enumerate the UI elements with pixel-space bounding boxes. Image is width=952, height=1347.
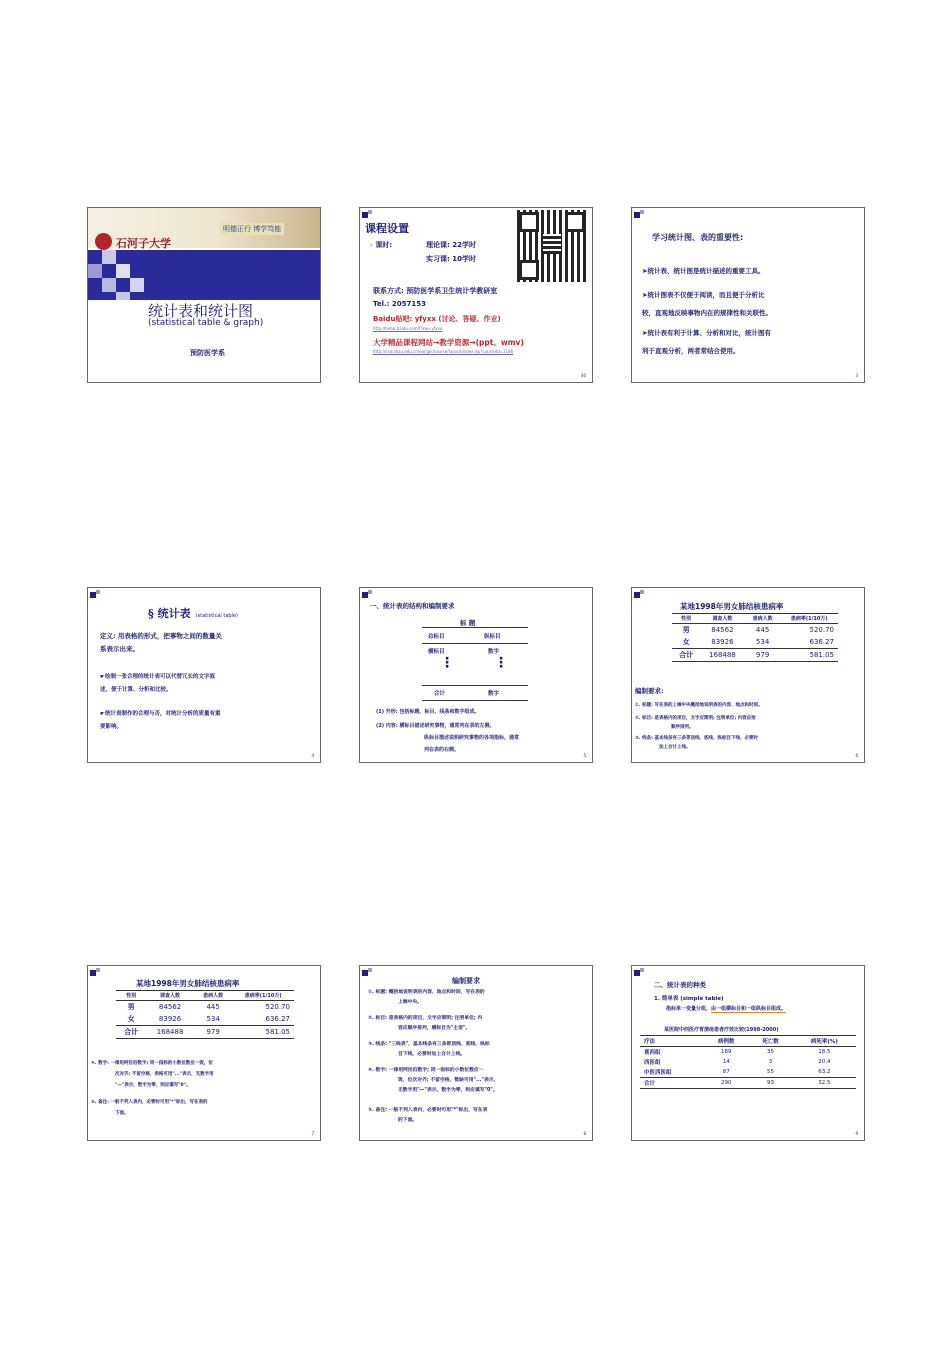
page-number: 5	[583, 753, 586, 758]
req-title: ①. 标题: 概括地说明表的内容、地点和时间，写在表的 上端中央。	[368, 990, 485, 1005]
table-header-row	[672, 614, 838, 624]
header-cell: 性别	[126, 993, 137, 999]
header-cell: 死亡数	[762, 1039, 779, 1045]
vertical-dots-right: ⋮	[494, 655, 508, 671]
table-row	[640, 1078, 856, 1089]
note-4: 列在表的右侧。	[424, 747, 460, 753]
table-cell: 男	[127, 1003, 135, 1011]
table-title: 某医院中西医疗胃溃疡患者疗效比较(1998-2000)	[664, 1027, 779, 1033]
table-cell: 979	[206, 1028, 220, 1036]
header-rule	[422, 643, 528, 644]
table-cell: 636.27	[809, 638, 834, 646]
note-2: (2) 内容: 横标目描述研究事物，通常列在表的左侧。	[376, 723, 495, 729]
importance-point-1: ➤统计表、统计图是统计描述的重要工具。	[642, 267, 765, 275]
tb-table	[672, 613, 838, 662]
table-cell: 636.27	[265, 1015, 290, 1023]
table-row	[116, 1026, 294, 1039]
course-site-line: 大学精品课程网站→教学资源→(ppt、wmv)	[373, 338, 524, 347]
table-row	[640, 1067, 856, 1078]
header-cell: 患病率(1/10万)	[790, 616, 828, 622]
page-number: 8	[583, 1131, 586, 1136]
total-rule	[422, 685, 528, 686]
slide-9-table-types	[631, 965, 865, 1141]
table-cell: 445	[755, 626, 770, 634]
course-site-link[interactable]: http://cnd.shzu.edu.cn/eol/jpk/course/layout/index.jsp?courseId=1186	[373, 349, 514, 354]
table-cell: 喜西组	[644, 1050, 661, 1056]
page-number: 9	[855, 1131, 858, 1136]
structure-diagram	[422, 627, 528, 701]
slide-7-numbers-notes	[87, 965, 321, 1141]
table-cell: 581.05	[265, 1028, 290, 1036]
table-cell: 男	[682, 626, 690, 634]
vertical-dots-left: ⋮	[440, 655, 454, 671]
table-cell: 35	[767, 1049, 775, 1055]
table-row	[640, 1057, 856, 1067]
table-cell: 445	[206, 1003, 220, 1011]
theory-hours: 理论课: 22学时	[426, 241, 476, 249]
banner-motto: 明德正行 博学笃能	[220, 223, 284, 235]
corner-decoration-icon	[362, 210, 374, 220]
stub-heading: 总标目	[428, 634, 445, 640]
page-number: 40	[580, 373, 586, 378]
column-heading: 纵标目	[484, 634, 501, 640]
importance-point-2: ➤统计图表不仅便于阅读，而且便于分析比 较，直观地反映事物内在的规律性和关联性。	[642, 291, 772, 317]
slide-6-example-table	[631, 587, 865, 763]
table-cell: 84562	[711, 626, 734, 634]
header-cell: 患病率(1/10万)	[244, 993, 282, 999]
header-cell: 性别	[681, 616, 692, 622]
arrow-bullet-icon: ➤	[642, 291, 648, 299]
importance-title: 学习统计图、表的重要性:	[652, 233, 744, 242]
page-number: 6	[855, 753, 858, 758]
table-cell: 581.05	[809, 651, 834, 659]
baidu-line: Baidu贴吧: yfyxx (讨论、答疑、作业)	[373, 315, 501, 323]
qr-code	[517, 210, 587, 282]
table-cell: 93	[767, 1080, 775, 1086]
table-caption-label: 标 题	[460, 619, 476, 627]
table-title: 某地1998年男女肺结核患病率	[680, 602, 784, 611]
efficacy-table	[640, 1035, 856, 1089]
slide-4-statistical-table	[87, 587, 321, 763]
course-heading: 课程设置	[365, 222, 409, 235]
table-cell: 534	[206, 1015, 220, 1023]
slide-1-cover	[87, 207, 321, 383]
table-cell: 14	[722, 1059, 730, 1065]
corner-decoration-icon	[362, 968, 374, 978]
table-cell: 32.5	[818, 1080, 831, 1086]
table-cell: 84562	[158, 1003, 182, 1011]
slide-3-importance	[631, 207, 865, 383]
corner-decoration-icon	[90, 590, 102, 600]
requirements-title: 编制要求	[452, 977, 480, 985]
cover-title: 统计表和统计图	[148, 302, 254, 320]
total-label: 合计	[434, 691, 446, 697]
row-heading: 横标目	[428, 649, 445, 655]
table-cell: 55	[767, 1069, 775, 1075]
table-title: 某地1998年男女肺结核患病率	[136, 979, 240, 988]
slide-8-requirements	[359, 965, 593, 1141]
simple-table-heading: 1. 简单表 (simple table)	[654, 996, 724, 1002]
notes-rule: ⑤. 备注: 一般不列入表内，必要时可用"*"标出，写在表的 下面。	[91, 1100, 208, 1116]
table-cell: 168488	[709, 651, 736, 659]
corner-decoration-icon	[634, 590, 646, 600]
table-row	[640, 1047, 856, 1058]
numbers-rule: ④. 数字: 一律用阿拉伯数字; 同一指标的小数位数应一致，位 次对齐; 不留空格，表格可用"..."表示，无数字用 "—"表示，数字为零，则应填写"0"。	[91, 1061, 214, 1088]
table-row	[672, 649, 838, 662]
corner-decoration-icon	[634, 968, 646, 978]
page-number: 3	[855, 373, 858, 378]
table-cell: 83926	[711, 638, 734, 646]
header-cell: 疗法	[644, 1039, 656, 1045]
cover-department: 预防医学系	[190, 349, 225, 357]
university-name: 石河子大学	[116, 237, 171, 250]
point-1: ☛绘制一张合理的统计表可以代替冗长的文字叙 述，便于计算、分析和比较。	[100, 674, 215, 693]
table-cell: 63.2	[818, 1069, 831, 1075]
header-cell: 调查人数	[712, 616, 733, 622]
table-row	[116, 1013, 294, 1026]
baidu-link[interactable]: http://tieba.baidu.com/f?kw=yfyxx	[373, 326, 443, 331]
tel-line: Tel.: 2057153	[373, 300, 426, 308]
req-numbers: ④. 数字: 一律用阿拉伯数字; 同一指标的小数位数应一 致，位次对齐; 不留空格，暂缺可用"..."表示， 无数字用"—"表示，数字为零，则应填写"0"。	[368, 1068, 499, 1093]
simple-table-description: 指标单一变量分组，由一组横标目和一组纵标目组成。	[666, 1006, 787, 1012]
page-number: 7	[311, 1131, 314, 1136]
table-cell: 西医组	[644, 1060, 661, 1066]
arrow-bullet-icon: ➤	[642, 267, 648, 275]
corner-decoration-icon	[634, 210, 646, 220]
hand-pointer-icon: ☛	[100, 674, 105, 680]
req-headings: ②. 标目: 是表格内的项目，文字应简明; 注明单位; 内 容应顺序排列，横标目为"主语"。	[368, 1016, 483, 1031]
table-cell: 女	[127, 1015, 135, 1023]
definition: 定义: 用表格的形式，把事物之间的数量关 系表示出来。	[100, 632, 222, 653]
table-cell: 520.70	[265, 1003, 290, 1011]
table-cell: 合计	[679, 651, 694, 659]
arrow-bullet-icon: ➤	[642, 329, 648, 337]
table-cell: 20.4	[818, 1059, 831, 1065]
table-cell: 18.5	[818, 1049, 831, 1055]
total-numbers: 数字	[488, 691, 500, 697]
req-3: ③. 线条: 基本线条有三条等顶线、底线、纵标目下线，必要时 加上合计上线。	[635, 736, 758, 750]
types-title: 二、统计表的种类	[654, 981, 706, 989]
section-title: § 统计表 (statistical table)	[148, 607, 238, 620]
university-logo	[95, 233, 112, 250]
table-cell: 3	[768, 1059, 773, 1065]
table-cell: 290	[721, 1080, 732, 1086]
numbers-cell: 数字	[488, 649, 500, 655]
table-cell: 87	[722, 1069, 730, 1075]
table-cell: 520.70	[809, 626, 834, 634]
table-row	[672, 636, 838, 649]
table-cell: 83926	[158, 1015, 182, 1023]
contact-line: 联系方式: 预防医学系卫生统计学教研室	[373, 287, 498, 295]
header-cell: 调查人数	[160, 993, 181, 999]
page-number: 4	[311, 753, 314, 758]
req-notes: ⑤. 备注: 一般不列入表内，必要时可用"*"标出，写在表 的下面。	[368, 1108, 488, 1123]
slide-5-structure	[359, 587, 593, 763]
corner-decoration-icon	[362, 590, 374, 600]
corner-decoration-icon	[90, 968, 102, 978]
cover-subtitle: (statistical table & graph)	[148, 318, 264, 328]
table-row	[116, 1001, 294, 1014]
table-cell: 中医西医组	[644, 1070, 672, 1076]
header-cell: 患病人数	[752, 616, 773, 622]
hours-label: › 课时:	[370, 241, 393, 249]
table-row	[672, 624, 838, 637]
point-2: ☛统计表制作的合理与否，对统计分析的质量有重 要影响。	[100, 711, 221, 730]
table-cell: 189	[721, 1049, 732, 1055]
table-header-row	[116, 991, 294, 1001]
header-cell: 患病人数	[203, 993, 224, 999]
table-cell: 168488	[156, 1028, 184, 1036]
tb-table	[116, 990, 294, 1039]
table-cell: 534	[755, 638, 770, 646]
importance-point-3: ➤统计表有利于计算、分析和对比，统计图有 利于直观分析，两者常结合使用。	[642, 329, 771, 355]
table-cell: 合计	[644, 1081, 656, 1087]
slide-2-course	[359, 207, 593, 383]
table-header-row	[640, 1036, 856, 1047]
table-cell: 女	[682, 638, 690, 646]
table-cell: 979	[755, 651, 770, 659]
practice-hours: 实习课: 10学时	[426, 255, 476, 263]
header-cell: 病例数	[718, 1039, 735, 1045]
req-2: ②. 标目: 是表格内的项目，文字应简明; 注明单位; 内容应按 顺序排列。	[635, 716, 756, 730]
table-cell: 合计	[124, 1028, 139, 1036]
req-1: ①. 标题: 写在表的上端中央概括地说明表的内容、地点和时间。	[635, 703, 763, 708]
requirements-heading: 编制要求:	[635, 687, 664, 695]
req-lines: ③. 线条: "三线表"，基本线条有三条即顶线、底线、纵标 目下线，必要时加上合计上线。	[368, 1042, 490, 1057]
header-cell: 病死率(%)	[810, 1039, 838, 1045]
hand-pointer-icon: ☛	[100, 711, 105, 717]
structure-title: 一、统计表的结构和编制要求	[370, 602, 455, 610]
note-1: (1) 外形: 包括标题、标目、线条和数字组成。	[376, 709, 480, 715]
note-3: 纵标目描述说明研究事物的各项指标，通常	[424, 735, 520, 741]
